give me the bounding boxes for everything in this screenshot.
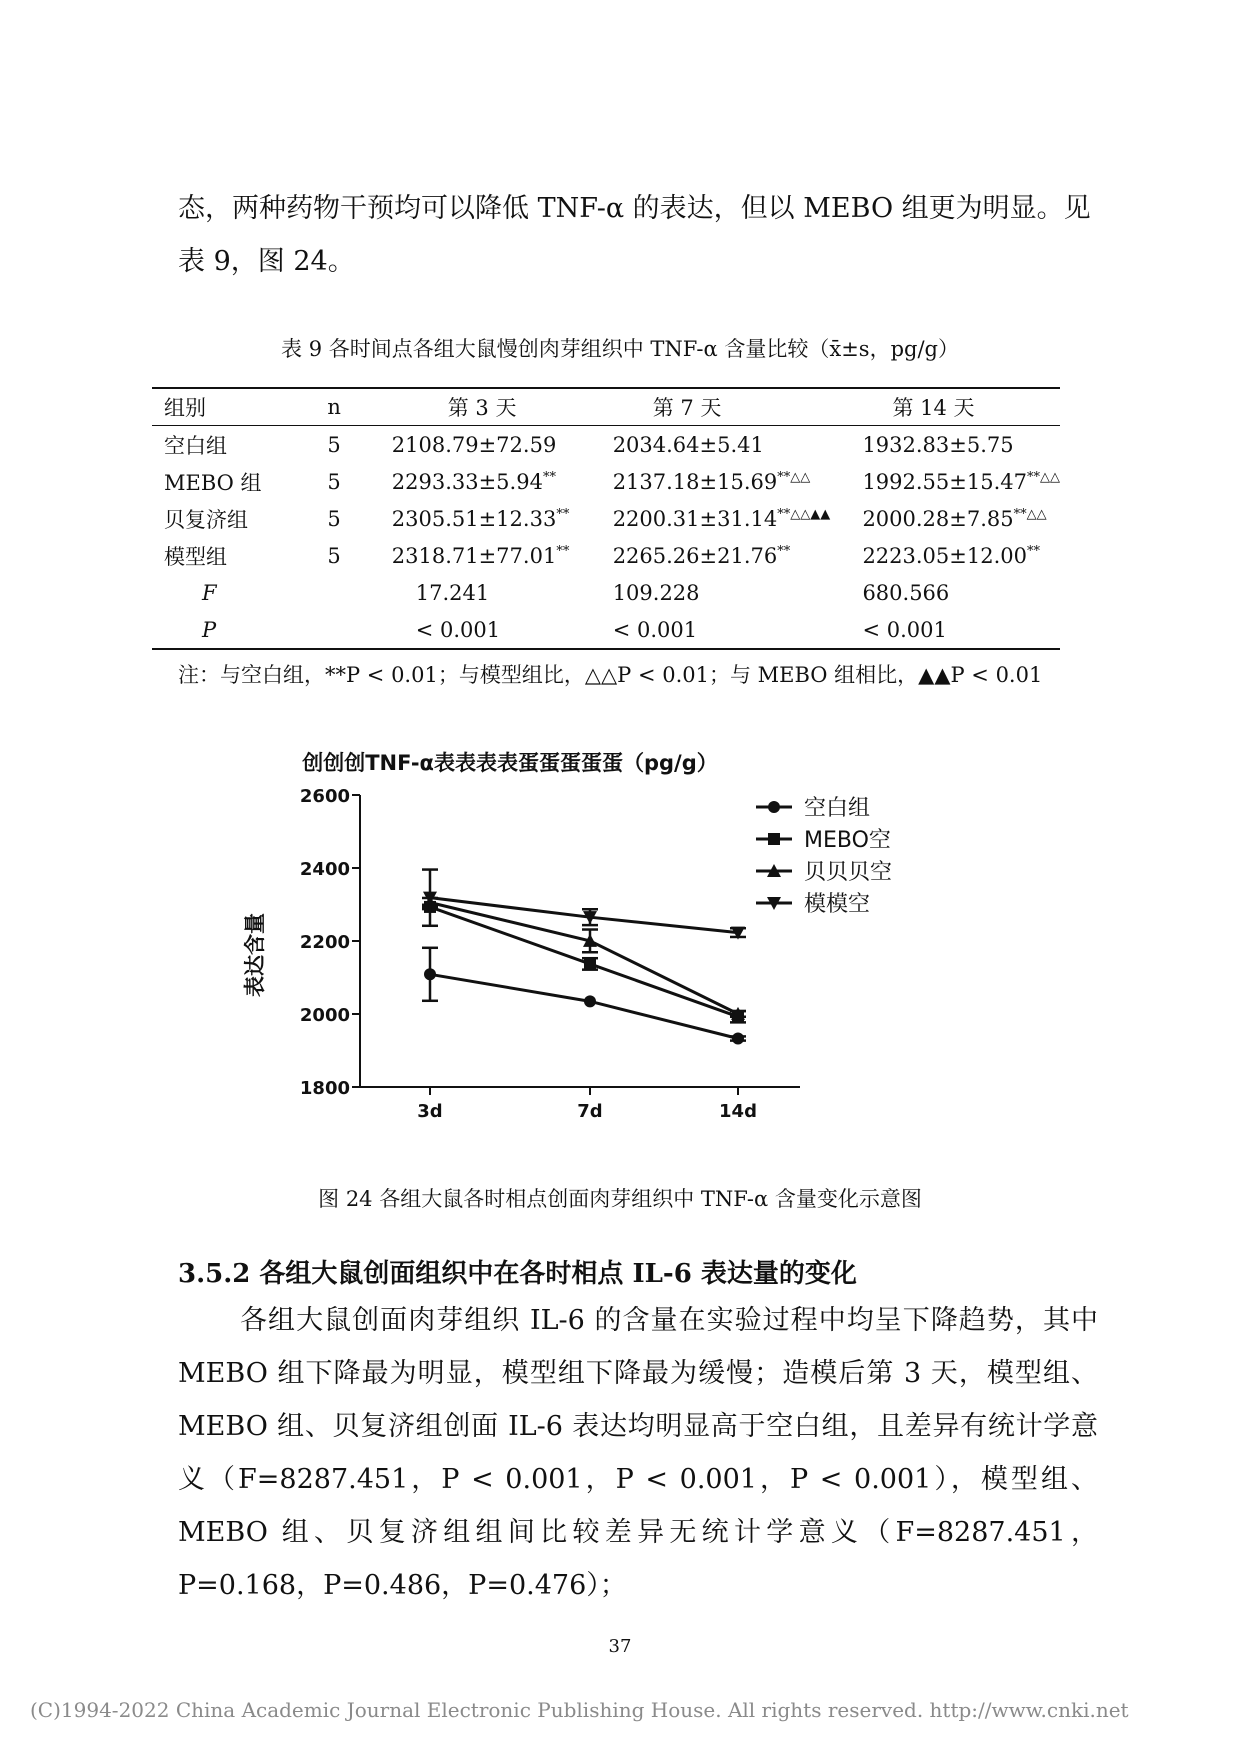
cell-group: 贝复济组 [164,507,248,532]
x-tick-label: 7d [577,1101,603,1122]
line-chart [240,745,1020,1145]
cell-p-day7: < 0.001 [612,617,698,642]
data-table-9 [152,387,1060,650]
body-paragraph-2: 各组大鼠创面肉芽组织 IL-6 的含量在实验过程中均呈下降趋势，其中 MEBO 组下降最为明显，模型组下降最为缓慢；造模后第 3 天，模型组、MEBO 组、贝复济组创面 IL-6 表达均明显高于空白组，且差异有统计学意义（F=8287.451，P < 0.001，P < 0.001，P < 0.001），模型组、MEBO 组、贝复济组组间比较差异无统计学意义（F=8287.451，P=0.168，P=0.486，P=0.476）； [178,1305,1098,1601]
legend-label: MEBO空 [804,828,891,853]
x-tick-label: 3d [417,1101,443,1122]
page-number: 37 [608,1636,632,1657]
cell-n: 5 [327,469,341,494]
data-point [424,968,436,980]
chart-title: 创创创TNF-α表表表表蛋蛋蛋蛋蛋（pg/g） [302,751,718,775]
data-point [584,958,596,970]
legend-item [756,828,891,853]
cell-day3: 2318.71±77.01** [391,543,570,568]
table-note: 注：与空白组，**P < 0.01；与模型组比，△△P < 0.01；与 MEBO 组相比，▲▲P < 0.01 [178,663,1043,687]
cell-day14: 1992.55±15.47**△△ [862,469,1060,494]
header-n: n [327,395,341,419]
cell-p-day14: < 0.001 [862,617,947,642]
y-tick-label: 2400 [299,859,350,880]
cell-f-day14: 680.566 [862,580,950,605]
cell-day14: 1932.83±5.75 [862,432,1014,457]
table-row [152,426,1060,464]
table-row [152,537,1060,574]
body-paragraph-1: 态，两种药物干预均可以降低 TNF-α 的表达，但以 MEBO 组更为明显。见表 9，图 24。 [178,193,1091,277]
cell-day7: 2137.18±15.69**△△ [612,469,811,494]
cell-f-day3: 17.241 [415,580,490,605]
legend-label: 贝贝贝空 [804,860,893,885]
chart-svg [240,745,1020,1145]
table-row-p [152,611,1060,649]
cell-group: 空白组 [164,433,227,458]
cell-group: 模型组 [164,544,227,569]
series-line [430,898,738,933]
cell-n: 5 [327,432,341,457]
y-tick-label: 2200 [299,932,350,953]
table-row [152,463,1060,500]
cell-empty [327,611,391,649]
copyright-footer: (C)1994-2022 China Academic Journal Electronic Publishing House. All rights reserved. http://www.cnki.net [30,1698,1129,1722]
data-point [768,833,780,845]
figure-caption: 图 24 各组大鼠各时相点创面肉芽组织中 TNF-α 含量变化示意图 [318,1187,922,1211]
chart-axes [300,786,800,1122]
x-tick-label: 14d [719,1101,757,1122]
legend-label: 模模空 [804,892,871,917]
cell-f-day7: 109.228 [612,580,700,605]
y-tick-label: 1800 [299,1078,350,1099]
cell-day14: 2223.05±12.00** [862,543,1040,568]
y-tick-label: 2000 [299,1005,350,1026]
header-day14: 第 14 天 [892,396,975,420]
y-tick-label: 2600 [299,786,350,807]
header-day3: 第 3 天 [447,396,517,420]
cell-day3: 2293.33±5.94** [391,469,556,494]
cell-empty [327,574,391,611]
cell-p-label: P [202,617,217,642]
legend-item [756,796,870,821]
cell-day7: 2200.31±31.14**△△▲▲ [612,506,831,531]
cell-day14: 2000.28±7.85**△△ [862,506,1047,531]
cell-group: MEBO 组 [164,470,262,495]
legend-item [756,892,870,917]
data-point [768,801,780,813]
chart-ylabel: 表达含量 [243,913,267,997]
section-heading: 3.5.2 各组大鼠创面组织中在各时相点 IL-6 表达量的变化 [178,1259,857,1289]
chart-legend [756,796,892,917]
cell-day3: 2108.79±72.59 [391,432,557,457]
legend-item [756,860,892,885]
cell-day7: 2034.64±5.41 [612,432,764,457]
data-point [732,1033,744,1045]
table-caption: 表 9 各时间点各组大鼠慢创肉芽组织中 TNF-α 含量比较（x̄±s，pg/g） [281,337,959,361]
cell-n: 5 [327,543,341,568]
cell-f-label: F [202,580,217,605]
series [422,901,746,1023]
table-row-f [152,574,1060,611]
header-day7: 第 7 天 [652,396,722,420]
table-row [152,500,1060,537]
header-group: 组别 [164,396,206,420]
cell-p-day3: < 0.001 [415,617,501,642]
series-line [430,974,738,1038]
chart-plot [422,870,746,1045]
cell-day3: 2305.51±12.33** [391,506,570,531]
cell-day7: 2265.26±21.76** [612,543,791,568]
data-point [584,995,596,1007]
cell-n: 5 [327,506,341,531]
legend-label: 空白组 [804,796,871,821]
table-header-row [152,388,1060,426]
